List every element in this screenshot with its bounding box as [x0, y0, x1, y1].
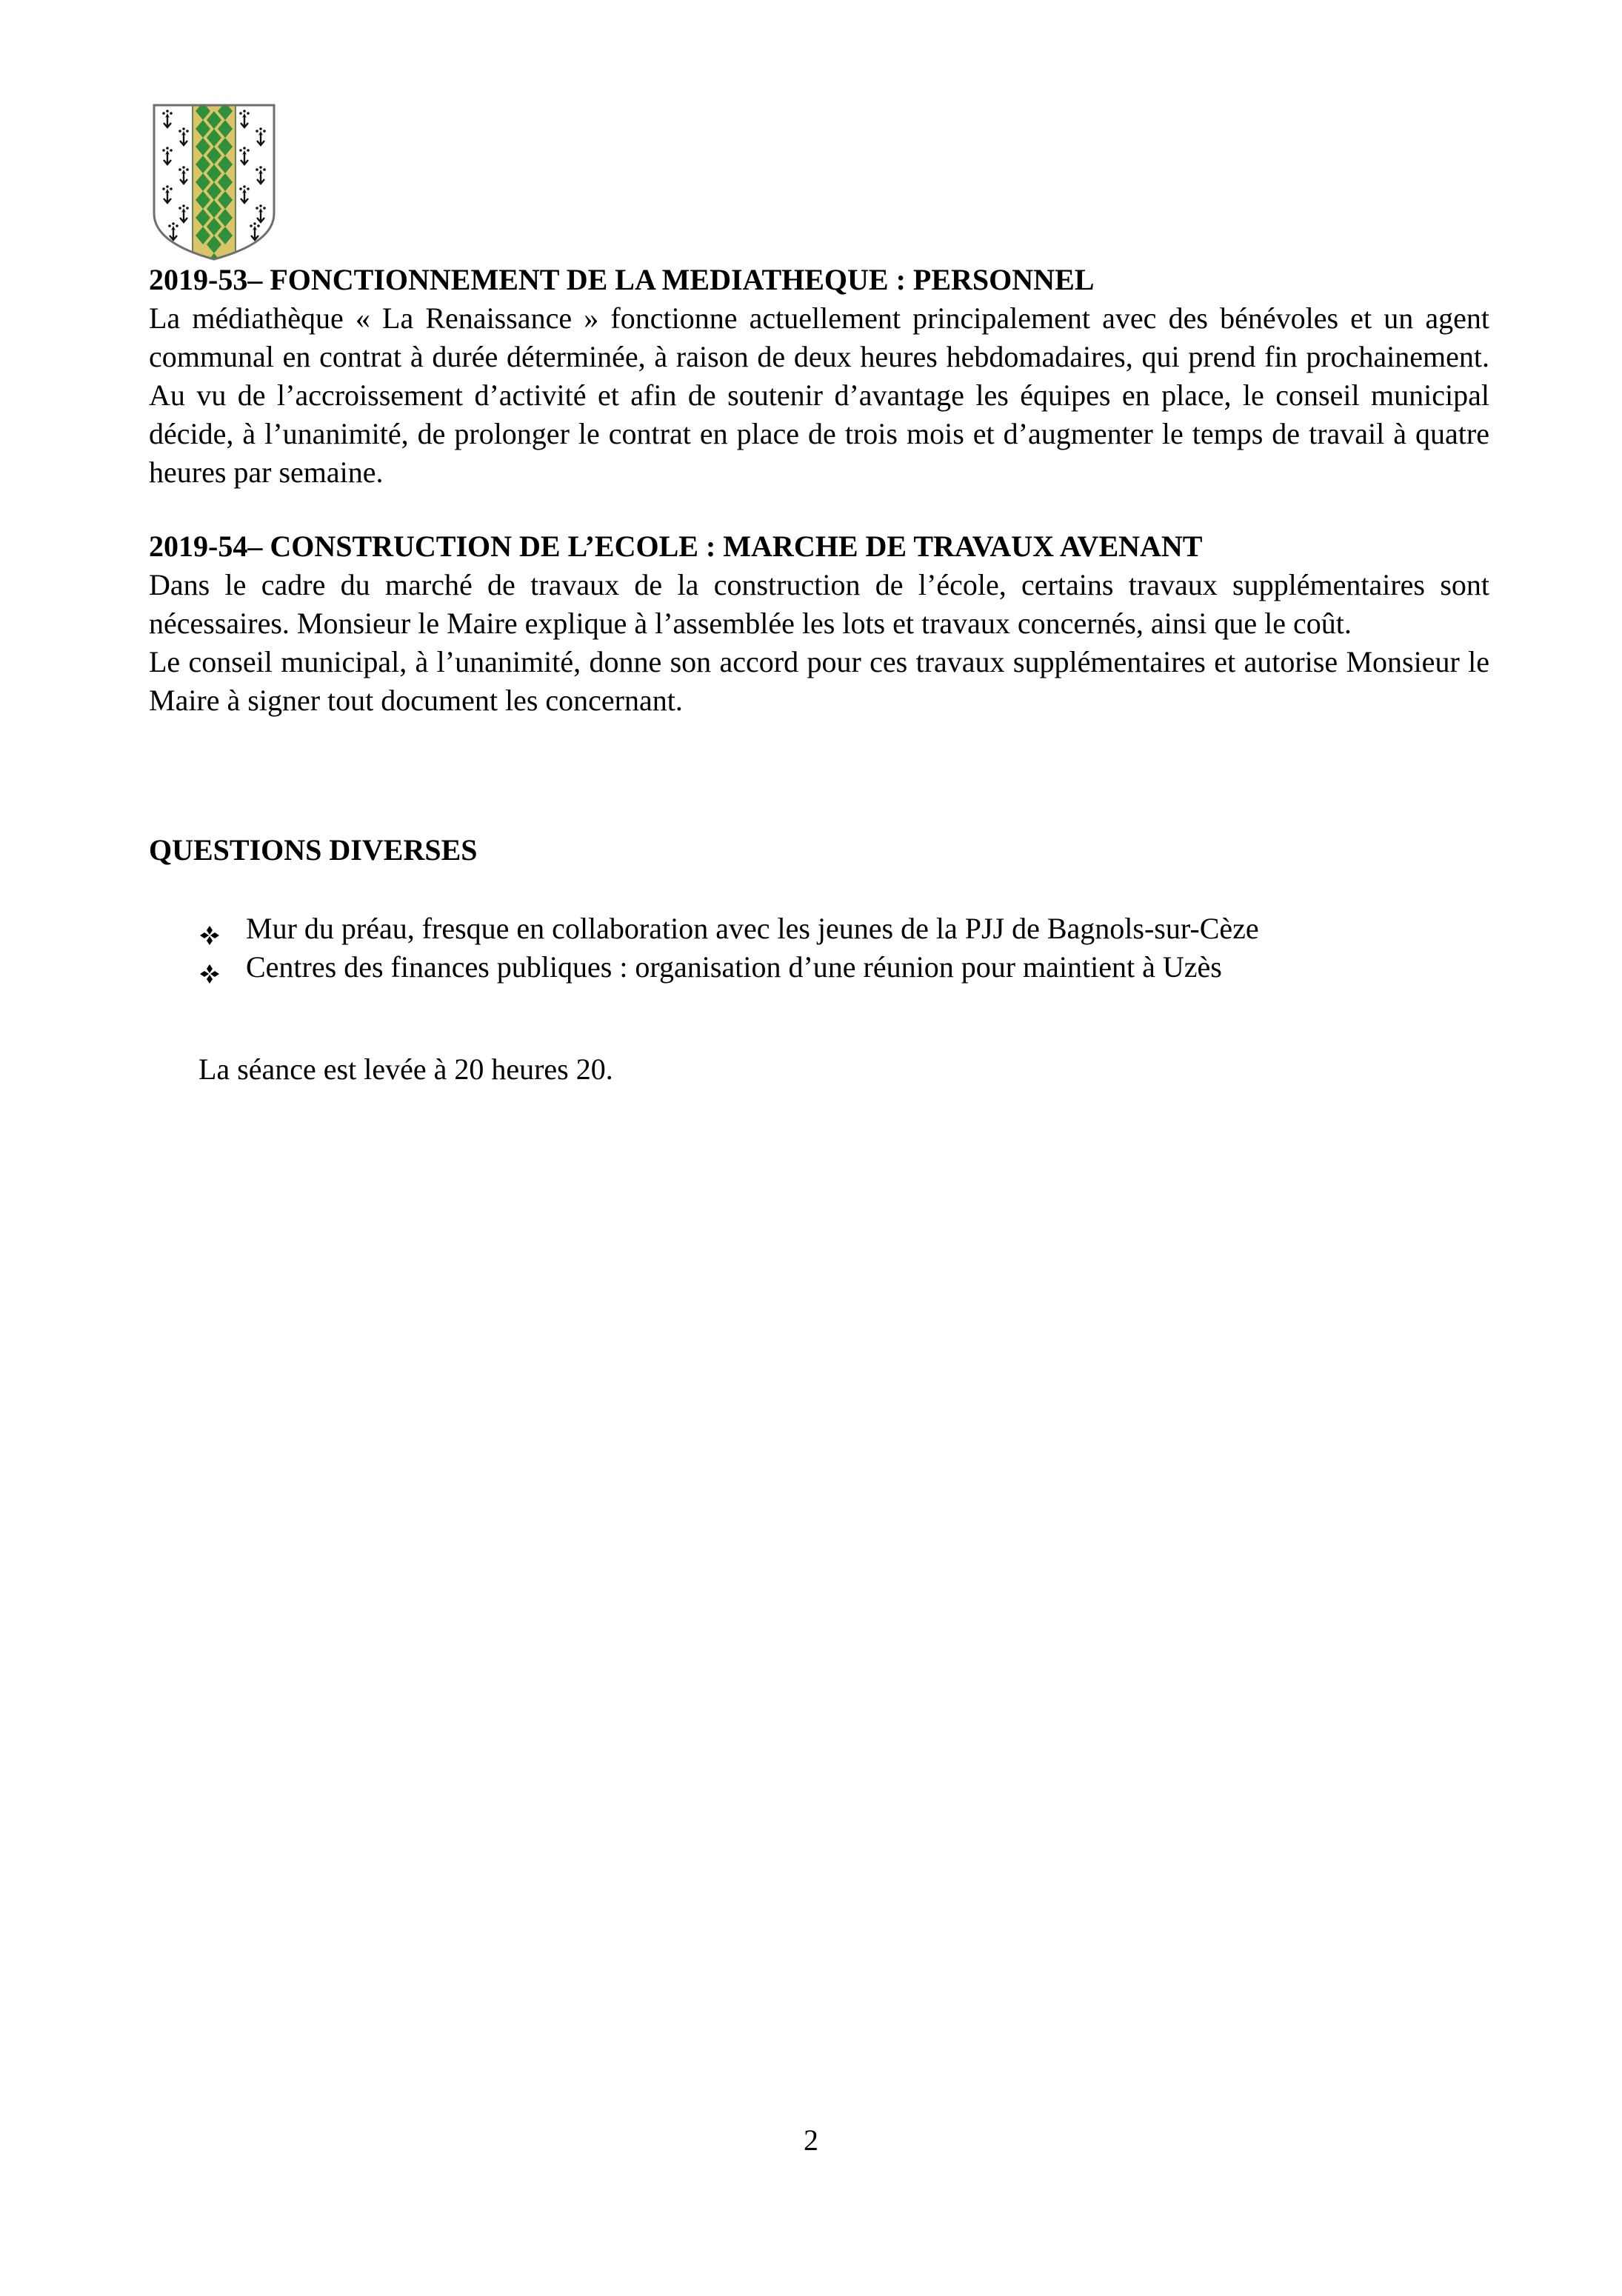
- section-ecole: [149, 527, 1489, 720]
- section-body: [149, 566, 1489, 720]
- section-heading: 2019-53– FONCTIONNEMENT DE LA MEDIATHEQUE : PERSONNEL: [149, 263, 1095, 296]
- paragraph: Le conseil municipal, à l’unanimité, donne son accord pour ces travaux supplémentaires et autorise Monsieur le Maire à signer tout document les concernant.: [149, 645, 1489, 717]
- section-questions-diverses: [149, 831, 1489, 870]
- four-diamond-bullet-icon: [198, 918, 221, 940]
- list-item-text: Mur du préau, fresque en collaboration avec les jeunes de la PJJ de Bagnols-sur-Cèze: [246, 912, 1259, 945]
- page-number: 2: [804, 2123, 818, 2157]
- section-heading: QUESTIONS DIVERSES: [149, 833, 478, 867]
- four-diamond-bullet-icon: [198, 956, 221, 978]
- closing-statement: La séance est levée à 20 heures 20.: [198, 1052, 613, 1086]
- section-heading: 2019-54– CONSTRUCTION DE L’ECOLE : MARCHE DE TRAVAUX AVENANT: [149, 530, 1203, 563]
- section-body: [149, 299, 1489, 492]
- list-item-text: Centres des finances publiques : organisation d’une réunion pour maintient à Uzès: [246, 950, 1222, 984]
- paragraph: Dans le cadre du marché de travaux de la construction de l’école, certains travaux supplémentaires sont nécessaires. Monsieur le Maire explique à l’assemblée les lots et travaux concernés, ainsi que le coût.: [149, 568, 1489, 640]
- section-mediatheque: [149, 261, 1489, 492]
- coat-of-arms-icon: [151, 102, 277, 261]
- list-item: [198, 948, 1458, 987]
- list-item: [198, 910, 1458, 948]
- paragraph: La médiathèque « La Renaissance » fonctionne actuellement principalement avec des bénévoles et un agent communal en contrat à durée déterminée, à raison de deux heures hebdomadaires, qui prend fin prochainement. Au vu de l’accroissement d’activité et afin de soutenir d’avantage les équipes en place, le conseil municipal décide, à l’unanimité, de prolonger le contrat en place de trois mois et d’augmenter le temps de travail à quatre heures par semaine.: [149, 301, 1489, 489]
- questions-list: [198, 910, 1458, 987]
